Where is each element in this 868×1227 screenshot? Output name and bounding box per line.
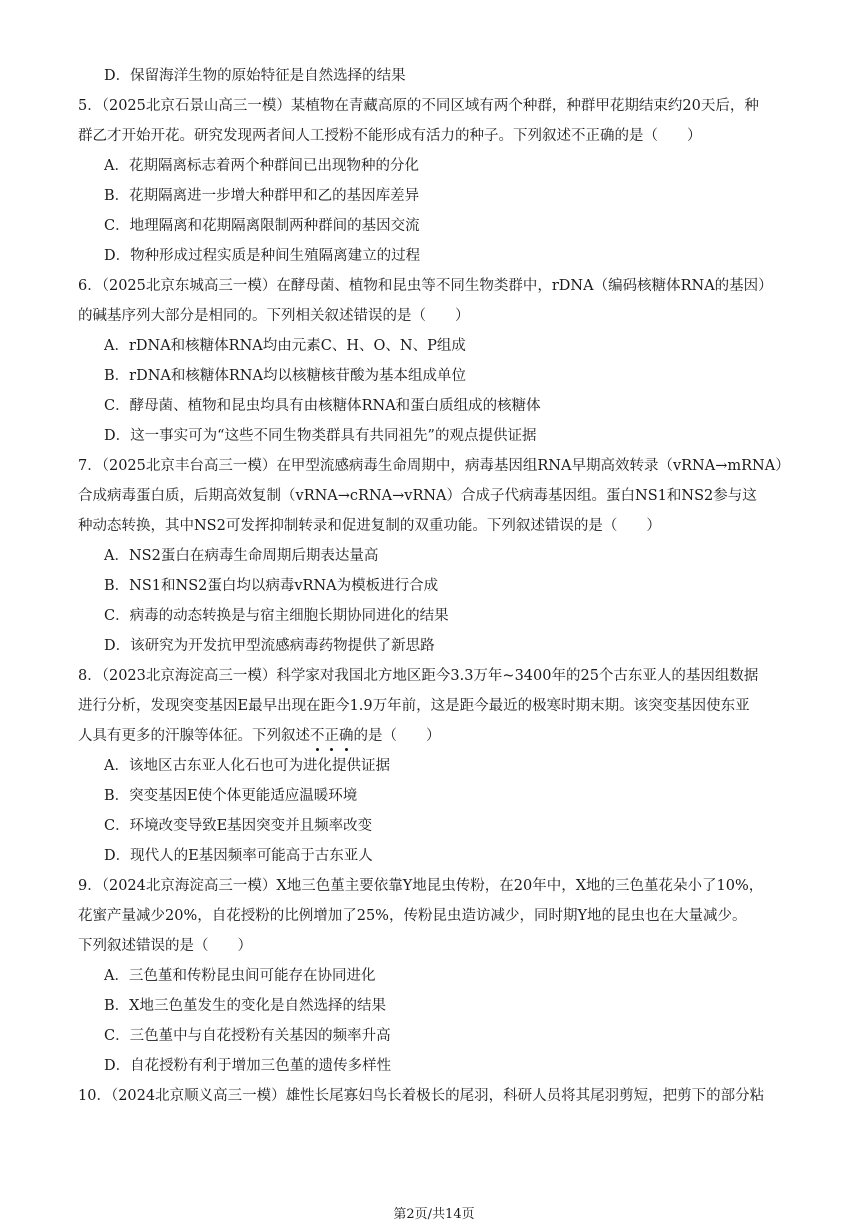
question-line: 9．（2024北京海淀高三一模）X地三色堇主要依靠Y地昆虫传粉，在20年中，X地的三色堇花朵小了10%，: [78, 878, 764, 894]
option-line: D．现代人的E基因频率可能高于古东亚人: [104, 848, 373, 864]
question-line: 群乙才开始开花。研究发现两者间人工授粉不能形成有活力的种子。下列叙述不正确的是（ ）: [78, 128, 702, 144]
question-line: 5．（2025北京石景山高三一模）某植物在青藏高原的不同区域有两个种群，种群甲花期结束约20天后，种: [78, 98, 759, 114]
question-line: 人具有更多的汗腺等体征。下列叙述不正确的是（ ）: [78, 728, 441, 744]
emphasis-dot-char: 确: [339, 728, 354, 744]
option-line: D．保留海洋生物的原始特征是自然选择的结果: [104, 68, 406, 84]
page-footer: 第2页/共14页: [393, 1207, 475, 1222]
question-line: 进行分析，发现突变基因E最早出现在距今1.9万年前，这是距今最近的极寒时期末期。该突变基因使东亚: [78, 698, 750, 714]
option-line: D．物种形成过程实质是种间生殖隔离建立的过程: [104, 248, 421, 264]
option-line: D．这一事实可为“这些不同生物类群具有共同祖先”的观点提供证据: [104, 428, 537, 444]
option-line: D．自花授粉有利于增加三色堇的遗传多样性: [104, 1058, 392, 1074]
option-line: C．环境改变导致E基因突变并且频率改变: [104, 818, 373, 834]
question-line: 种动态转换，其中NS2可发挥抑制转录和促进复制的双重功能。下列叙述错误的是（ ）: [78, 518, 661, 534]
option-line: A．花期隔离标志着两个种群间已出现物种的分化: [104, 158, 419, 174]
option-line: A．该地区古东亚人化石也可为进化提供证据: [104, 758, 390, 774]
emphasis-dot-char: 不: [310, 728, 325, 744]
question-line: 合成病毒蛋白质，后期高效复制（vRNA→cRNA→vRNA）合成子代病毒基因组。蛋白NS1和NS2参与这: [78, 488, 757, 504]
question-line: 7．（2025北京丰台高三一模）在甲型流感病毒生命周期中，病毒基因组RNA早期高效转录（vRNA→mRNA）: [78, 458, 790, 474]
question-line: 10．（2024北京顺义高三一模）雄性长尾寡妇鸟长着极长的尾羽，科研人员将其尾羽剪短，把剪下的部分粘: [78, 1088, 765, 1104]
question-line: 的碱基序列大部分是相同的。下列相关叙述错误的是（ ）: [78, 308, 470, 324]
option-line: A．rDNA和核糖体RNA均由元素C、H、O、N、P组成: [104, 338, 466, 354]
option-line: B．NS1和NS2蛋白均以病毒vRNA为模板进行合成: [104, 578, 439, 594]
question-line: 6．（2025北京东城高三一模）在酵母菌、植物和昆虫等不同生物类群中，rDNA（编码核糖体RNA的基因）: [78, 278, 773, 294]
option-line: B．rDNA和核糖体RNA均以核糖核苷酸为基本组成单位: [104, 368, 466, 384]
question-line: 下列叙述错误的是（ ）: [78, 938, 252, 954]
option-line: A．三色堇和传粉昆虫间可能存在协同进化: [104, 968, 376, 984]
option-line: B．突变基因E使个体更能适应温暖环境: [104, 788, 358, 804]
emphasis-dot-char: 正: [324, 728, 339, 744]
question-line: 花蜜产量减少20%，自花授粉的比例增加了25%，传粉昆虫造访减少，同时期Y地的昆虫也在大量减少。: [78, 908, 747, 924]
option-line: B．X地三色堇发生的变化是自然选择的结果: [104, 998, 386, 1014]
option-line: B．花期隔离进一步增大种群甲和乙的基因库差异: [104, 188, 420, 204]
option-line: C．病毒的动态转换是与宿主细胞长期协同进化的结果: [104, 608, 449, 624]
question-line: 8．（2023北京海淀高三一模）科学家对我国北方地区距今3.3万年~3400年的25个古东亚人的基因组数据: [78, 668, 759, 684]
option-line: D．该研究为开发抗甲型流感病毒药物提供了新思路: [104, 638, 435, 654]
option-line: A．NS2蛋白在病毒生命周期后期表达量高: [104, 548, 379, 564]
option-line: C．地理隔离和花期隔离限制两种群间的基因交流: [104, 218, 420, 234]
option-line: C．酵母菌、植物和昆虫均具有由核糖体RNA和蛋白质组成的核糖体: [104, 398, 541, 414]
option-line: C．三色堇中与自花授粉有关基因的频率升高: [104, 1028, 391, 1044]
